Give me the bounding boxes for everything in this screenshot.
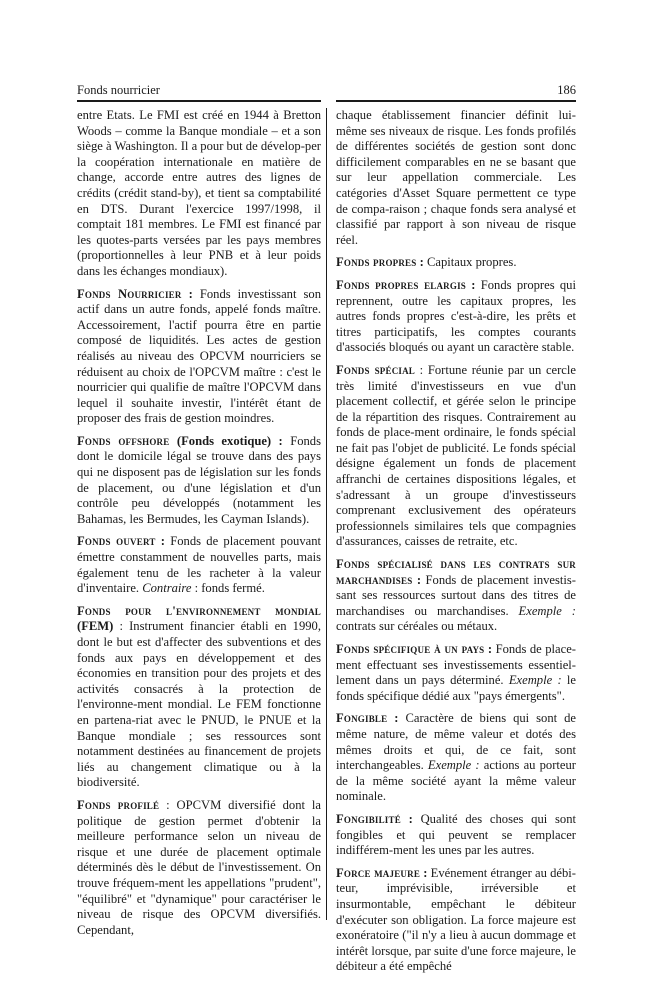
entry-definition-after: contrats sur céréales ou métaux. — [336, 619, 498, 634]
entry-separator: : — [465, 277, 481, 292]
entry-term: Fongibilité — [336, 811, 401, 826]
page-number: 186 — [557, 83, 576, 97]
entry-definition: Fonds de placement investis-sant ses ressources surtout dans des titres de marchandises ou marchandises. — [336, 572, 576, 618]
entry-separator: : — [271, 433, 291, 448]
header-rule-right — [336, 100, 576, 102]
entry-term: Fonds propres elargis — [336, 277, 466, 292]
entry-separator: : — [420, 865, 431, 880]
entry-term: Fonds spécifique à un pays — [336, 642, 485, 656]
entry-definition-after: actions au porteur de la même société ayant la même valeur nominale. — [336, 758, 576, 804]
continuation-paragraph — [77, 108, 321, 280]
glossary-entry-fonds-specifique-pays — [336, 642, 576, 704]
entry-term: Fonds ouvert — [77, 534, 156, 549]
entry-definition: Fortune réunie par un cercle très limité d'investisseurs en vue d'un placement collectif, et gérée selon le principe de la répartition des risques. Contrairement au fonds de place-ment ordinaire, le fonds spécial ne fait pas l'objet de publicité. Le fonds spécial désigne également un fonds de placement affranchi de certaines dispositions légales, et s'adressant à un groupe d'investisseurs comprenant exclusivement des opérateurs professionnels similaires tels que compagnies d'assurances, caisses de retraite, etc. — [336, 362, 576, 549]
entry-term-extra: (Fonds exotique) — [169, 433, 272, 448]
glossary-entry-fonds-profile — [77, 798, 321, 938]
entry-definition: Qualité des choses qui sont fongibles et qui peuvent se remplacer indifférem-ment les unes par les autres. — [336, 811, 576, 858]
paragraph-text: chaque établissement financier définit lui-même ses niveaux de risque. Les fonds profilés de différentes sociétés de gestion sont donc difficilement comparables en ne se basant que sur leur appellation commerciale. Les catégories d'Asset Square permettent ce type de compa-raison ; chaque fonds sera analysé et classifié par rapport à son niveau de risque réel. — [336, 108, 576, 247]
entry-definition-after: : fonds fermé. — [191, 581, 265, 596]
entry-definition: Instrument financier établi en 1990, dont le but est d'affecter des subventions et des fonds aux pays en développement et des économies en transition pour des projets et des activités consacrés à la protection de l'environne-ment mondial. Le FEM fonctionne en partena-riat avec le PNUD, le PNUE et la Banque mondiale ; ses ressources sont notamment destinées au financement de projets liés au changement climatique ou à la biodiversité. — [77, 619, 321, 790]
entry-term: Fonds propres — [336, 255, 417, 270]
entry-separator: : — [416, 255, 427, 270]
entry-term: Fonds pour l'environnement mondial — [77, 603, 321, 618]
entry-definition: Capitaux propres. — [426, 255, 517, 270]
column-divider — [326, 108, 327, 920]
entry-definition: OPCVM diversifié dont la politique de gestion permet d'obtenir la meilleure performance selon un niveau de risque et une durée de placement optimale déterminés dès le début de l'investissement. On trouve fréquem-ment les appellations "prudent", "équilibré" et "dynamique" pour caractériser le niveau de risque des OPCVM diversifiés. Cependant, — [77, 797, 322, 937]
entry-definition-after: le fonds spécifique dédié aux "pays émergents". — [336, 673, 576, 703]
entry-definition: Caractère de biens qui sont de même nature, de même valeur et dotés des mêmes droits et qui, de ce fait, sont interchangeables. — [336, 711, 576, 773]
glossary-entry-fongibilite — [336, 812, 576, 859]
entry-term: Fonds profilé — [77, 797, 160, 812]
entry-separator: : — [415, 362, 428, 377]
glossary-entry-fonds-offshore — [77, 434, 321, 528]
entry-definition: Fonds de place-ment effectuant ses investissements essentiel-lement dans un pays déterminé. — [336, 642, 576, 688]
entry-definition: Fonds propres qui reprennent, outre les capitaux propres, les autres fonds propres c'est-à-dire, les prêts et titres participatifs, les comptes courants d'associés bloqués ou ayant un caractère stable. — [336, 277, 576, 355]
entry-term: Fonds offshore — [77, 433, 170, 448]
right-column — [336, 108, 576, 982]
entry-definition: Fonds investissant son actif dans un autre fonds, appelé fonds maître. Accessoirement, l'actif pourra être en partie composé de liquidités. Les actes de gestion réalisés au niveau des OPCVM nourriciers se réduisent au choix de l'OPCVM maître : c'est le nourricier qui qualifie de maître l'OPCVM dans lequel il souhaite investir, l'intérêt étant de proposer des frais de gestion moindres. — [77, 286, 321, 426]
glossary-entry-fonds-ouvert — [77, 534, 321, 596]
entry-term: Fonds spécial — [336, 362, 415, 377]
paragraph-text: entre Etats. Le FMI est créé en 1944 à Bretton Woods – comme la Banque mondiale – et a son siège à Washington. Il a pour but de dévelop-per la coopération internationale en matière de change, accorde entre autres des lignes de crédits (crédit stand-by), et tient sa comptabilité en DTS. Durant l'exercice 1997/1998, il comptait 181 membres. Le FMI est financé par les quotes-parts versées par les pays membres (proportionnelles à leur PNB et à leur poids dans les échanges mondiaux). — [77, 108, 321, 278]
entry-italic-label: Contraire — [142, 581, 192, 596]
running-title: Fonds nourricier — [77, 83, 160, 97]
glossary-entry-force-majeure — [336, 866, 576, 975]
entry-term: Fonds spécialisé dans les contrats sur marchandises — [336, 557, 576, 587]
left-column — [77, 108, 321, 945]
glossary-entry-fem — [77, 604, 321, 791]
entry-term-extra: (FEM) — [77, 619, 114, 634]
header-rule-left — [77, 100, 321, 102]
entry-separator: : — [387, 711, 406, 726]
glossary-entry-fonds-propres — [336, 255, 576, 271]
entry-italic-label: Exemple : — [427, 758, 480, 773]
continuation-paragraph — [336, 108, 576, 248]
entry-separator: : — [400, 811, 421, 826]
entry-italic-label: Exemple : — [508, 673, 562, 688]
entry-separator: : — [155, 534, 171, 549]
entry-separator: : — [484, 642, 496, 656]
glossary-entry-fonds-nourricier — [77, 287, 321, 427]
glossary-entry-fonds-special — [336, 363, 576, 550]
entry-definition: Evénement étranger au débi-teur, imprévisible, irréversible et insurmontable, empêchant le débiteur d'exécuter son obligation. La force majeure est exonératoire ("il n'y a lieu à aucun dommage et intérêt lorsque, par suite d'une force majeure, le débiteur a été empêché — [336, 865, 576, 974]
glossary-entry-fonds-propres-elargis — [336, 278, 576, 356]
entry-term: Fonds Nourricier — [77, 286, 182, 301]
entry-separator: : — [412, 572, 426, 587]
entry-separator: : — [113, 619, 130, 634]
glossary-entry-fongible — [336, 711, 576, 805]
glossary-entry-fonds-specialise-marchandises — [336, 557, 576, 635]
entry-separator: : — [181, 286, 200, 301]
entry-definition: Fonds dont le domicile légal se trouve dans des pays qui ne disposent pas de législation sur les fonds de placement, ou d'une législation et d'un contrôle peu développés (notamment les Bahamas, les Bermudes, les Cayman Islands). — [77, 433, 321, 526]
entry-term: Force majeure — [336, 865, 421, 880]
entry-term: Fongible — [336, 711, 388, 726]
entry-separator: : — [159, 797, 177, 812]
entry-definition: Fonds de placement pouvant émettre constamment de nouvelles parts, mais également tenu de les racheter à la valeur d'inventaire. — [77, 534, 322, 596]
entry-italic-label: Exemple : — [518, 603, 576, 618]
